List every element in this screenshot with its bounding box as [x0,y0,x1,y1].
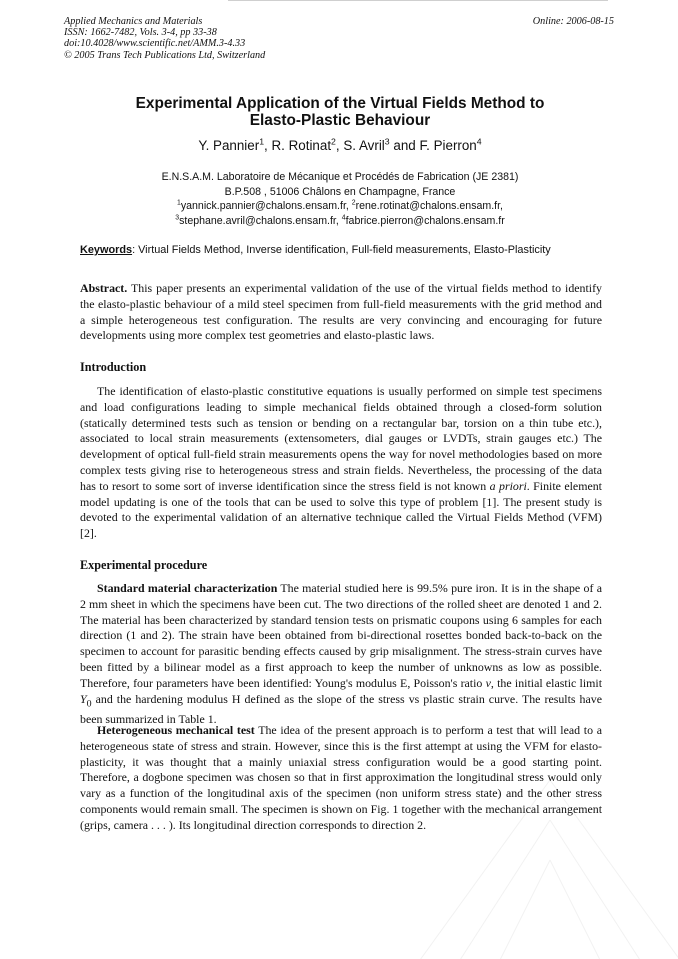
email-line-2: $^3$stephane.avril@chalons.ensam.fr, $^4$fabrice.pierron@chalons.ensam.fr [175,213,505,227]
author-list: Y. Pannier$^1$, R. Rotinat$^2$, S. Avril$^3$ and F. Pierron$^4$ [198,136,482,153]
top-rule [228,0,608,1]
issn-line: ISSN: 1662-7482, Vols. 3-4, pp 33-38 [64,27,217,39]
email-link: fabrice.pierron@chalons.ensam.fr [345,214,505,227]
doi-line: doi:10.4028/www.scientific.net/AMM.3-4.33 [64,38,246,50]
online-date: Online: 2006-08-15 [532,16,614,27]
introduction-heading: Introduction [80,360,147,374]
author-superscript: 3 [384,136,390,147]
poisson-symbol: ν [485,675,491,690]
copyright-line: © 2005 Trans Tech Publications Ltd, Switzerland [64,49,266,61]
experimental-heading: Experimental procedure [80,558,208,572]
lab-name: E.N.S.A.M. Laboratoire de Mécanique et Procédés de Fabrication (JE 2381) [161,171,519,183]
yield-symbol: Y [80,691,87,706]
email-link: rene.rotinat@chalons.ensam.fr, [355,200,503,212]
affiliation-block [60,170,620,228]
introduction-paragraph: The identification of elasto-plastic constitutive equations is usually performed on simple test specimens and load configurations leading to simple mechanical fields obtained through a closed-form solution (statically determined tests such as tension or bending on a rectangular bar, torsion on a thin tube etc.), associated to local strain measurements (extensometers, dial gauges or LVDTs, strain gauges etc.) The development of optical full-field strain measurements opens the way for novel methodologies based on more complex tests giving rise to heterogeneous stress and strain fields. Nevertheless, the processing of the data has to resort to some sort of inverse identification since the stress field is not known a priori. Finite element model updating is one of the tools that can be used to solve this type of problem [1]. The present study is devoted to the experimental validation of an alternative technique called the Virtual Fields Method (VFM) [2]. [80,384,602,541]
author-superscript: 2 [331,136,336,147]
standard-characterization-paragraph: Standard material characterization The material studied here is 99.5% pure iron. It is in the shape of a 2 mm sheet in which the specimens have been cut. The two directions of the rolled sheet are denoted 1 and 2. The material has been characterized by standard tension tests on prismatic coupons using 6 samples for each direction (1 and 2). The strain have been obtained from bi-directional rosettes bonded back-to-back on the specimen to account for parasitic bending effects caused by grip misalignment. The stress-strain curves have been fitted by a bilinear model as a first approach to keep the number of unknowns as low as possible. Therefore, four parameters have been identified: Young's modulus E, Poisson's ratio ν, the initial elastic limit $Y_0$ and the hardening modulus H defined as the slope of the stress vs plastic strain curve. The results have been summarized in Table 1. [80,581,602,726]
journal-header [64,16,624,61]
italic-term: a priori [489,478,527,493]
author-superscript: 1 [259,136,265,147]
author-name: R. Rotinat [271,138,332,153]
title-line-2: Elasto-Plastic Behaviour [249,112,431,129]
author-superscript: 4 [476,136,482,147]
keywords-label: Keywords [80,244,133,256]
email-line-1: $^1$yannick.pannier@chalons.ensam.fr, $^2$rene.rotinat@chalons.ensam.fr, [177,199,503,212]
author-name: S. Avril [343,138,385,153]
email-link: yannick.pannier@chalons.ensam.fr, [180,200,349,212]
postal-address: B.P.508 , 51006 Châlons en Champagne, France [224,185,456,198]
keywords-line [80,244,620,256]
abstract-paragraph: Abstract. This paper presents an experimental validation of the use of the virtual fields method to identify the elasto-plastic behaviour of a mild steel specimen from full-field measurements with the grid method and a simple heterogeneous test configuration. The results are very convincing and encouraging for future developments using more complex test geometries and elasto-plastic laws. [80,281,602,343]
paper-title [60,95,620,129]
keywords-text: : Virtual Fields Method, Inverse identification, Full-field measurements, Elasto-Plasticity [132,244,551,256]
journal-name: Applied Mechanics and Materials [64,16,203,27]
email-link: stephane.avril@chalons.ensam.fr, [179,214,339,227]
paragraph-run-in-head: Standard material characterization [97,581,278,595]
paragraph-run-in-head: Heterogeneous mechanical test [97,723,255,737]
author-name: F. Pierron [419,138,477,153]
background-watermark [420,780,678,959]
heterogeneous-test-paragraph: Heterogeneous mechanical test The idea of the present approach is to perform a test that will lead to a heterogeneous state of stress and strain. However, since this is the first attempt at using the VFM for elasto-plasticity, it was thought that a mainly uniaxial stress configuration would be a good starting point. Therefore, a dogbone specimen was chosen so that in first approximation the longitudinal stress would only vary as a function of the longitudinal axis of the specimen (non uniform stress state) and the other stress components would remain small. The specimen is shown on Fig. 1 together with the mechanical arrangement (grips, camera . . . ). Its longitudinal direction corresponds to direction 2. [80,723,602,832]
author-name: Y. Pannier [198,138,260,153]
title-line-1: Experimental Application of the Virtual Fields Method to [135,95,545,112]
abstract-label: Abstract. [80,281,128,295]
